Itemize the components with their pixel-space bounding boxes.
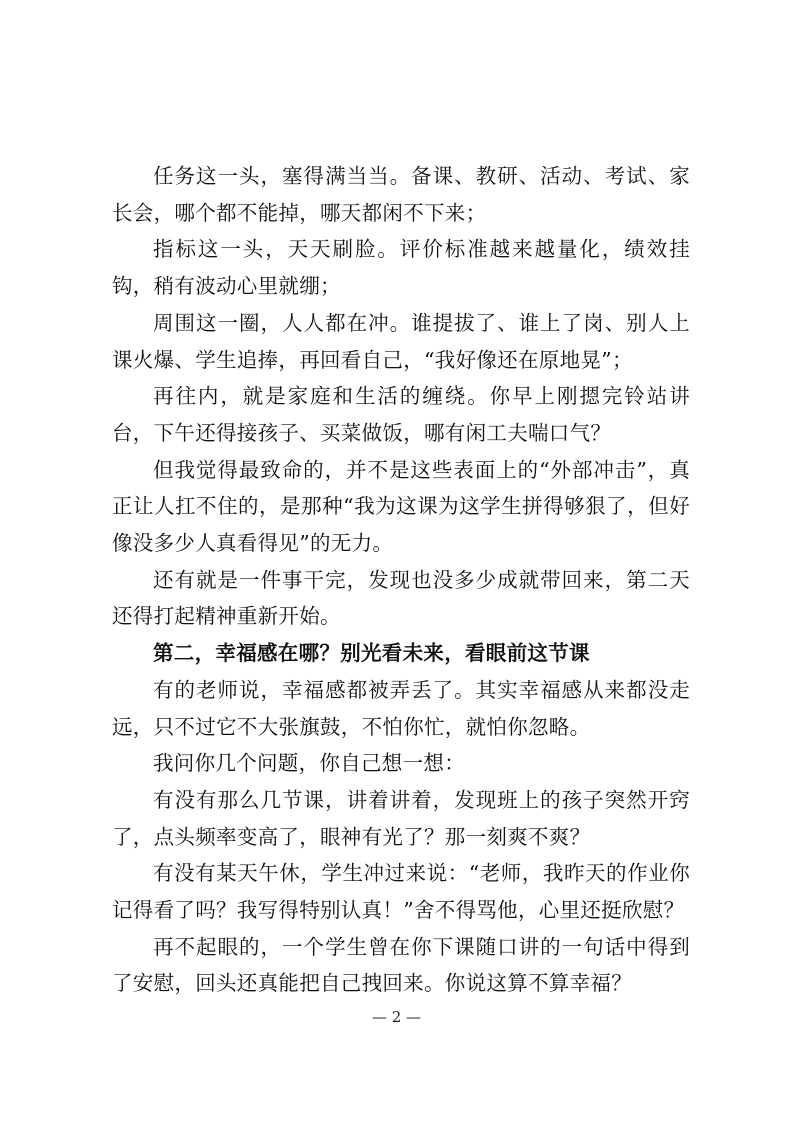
- paragraph-questions-intro: 我问你几个问题，你自己想一想：: [153, 751, 465, 776]
- paragraph-indicators: 指标这一头，天天刷脸。评价标准越来越量化，绩效挂钩，稍有波动心里就绷；: [112, 237, 690, 299]
- paragraph-question-comfort: 再不起眼的，一个学生曾在你下课随口讲的一句话中得到了安慰，回头还真能把自己拽回来。你说这算不算幸福？: [112, 934, 690, 996]
- paragraph-happiness-lost: 有的老师说，幸福感都被弄丢了。其实幸福感从来都没走远，只不过它不大张旗鼓，不怕你忙，就怕你忽略。: [112, 677, 690, 739]
- paragraph-family: 再往内，就是家庭和生活的缠绕。你早上刚摁完铃站讲台，下午还得接孩子、买菜做饭，哪有闲工夫喘口气？: [112, 384, 690, 445]
- paragraph-peers: 周围这一圈，人人都在冲。谁提拔了、谁上了岗、别人上课火爆、学生追捧，再回看自己，“我好像还在原地晃”；: [112, 310, 690, 372]
- paragraph-question-class: 有没有那么几节课，讲着讲着，发现班上的孩子突然开窍了，点头频率变高了，眼神有光了？那一刻爽不爽？: [112, 787, 690, 849]
- paragraph-restart: 还有就是一件事干完，发现也没多少成就带回来，第二天还得打起精神重新开始。: [112, 567, 690, 629]
- paragraph-question-student: 有没有某天午休，学生冲过来说：“老师，我昨天的作业你记得看了吗？我写得特别认真！”舍不得骂他，心里还挺欣慰？: [112, 861, 690, 923]
- paragraph-helplessness: 但我觉得最致命的，并不是这些表面上的“外部冲击”，真正让人扛不住的，是那种“我为这课为这学生拼得够狠了，但好像没多少人真看得见”的无力。: [112, 457, 690, 556]
- page-number: — 2 —: [371, 1008, 422, 1026]
- paragraph-tasks: 任务这一头，塞得满当当。备课、教研、活动、考试、家长会，哪个都不能掉，哪天都闲不下来；: [112, 164, 690, 225]
- section-heading: 第二，幸福感在哪？别光看未来，看眼前这节课: [153, 641, 590, 666]
- body-text: [112, 158, 690, 1002]
